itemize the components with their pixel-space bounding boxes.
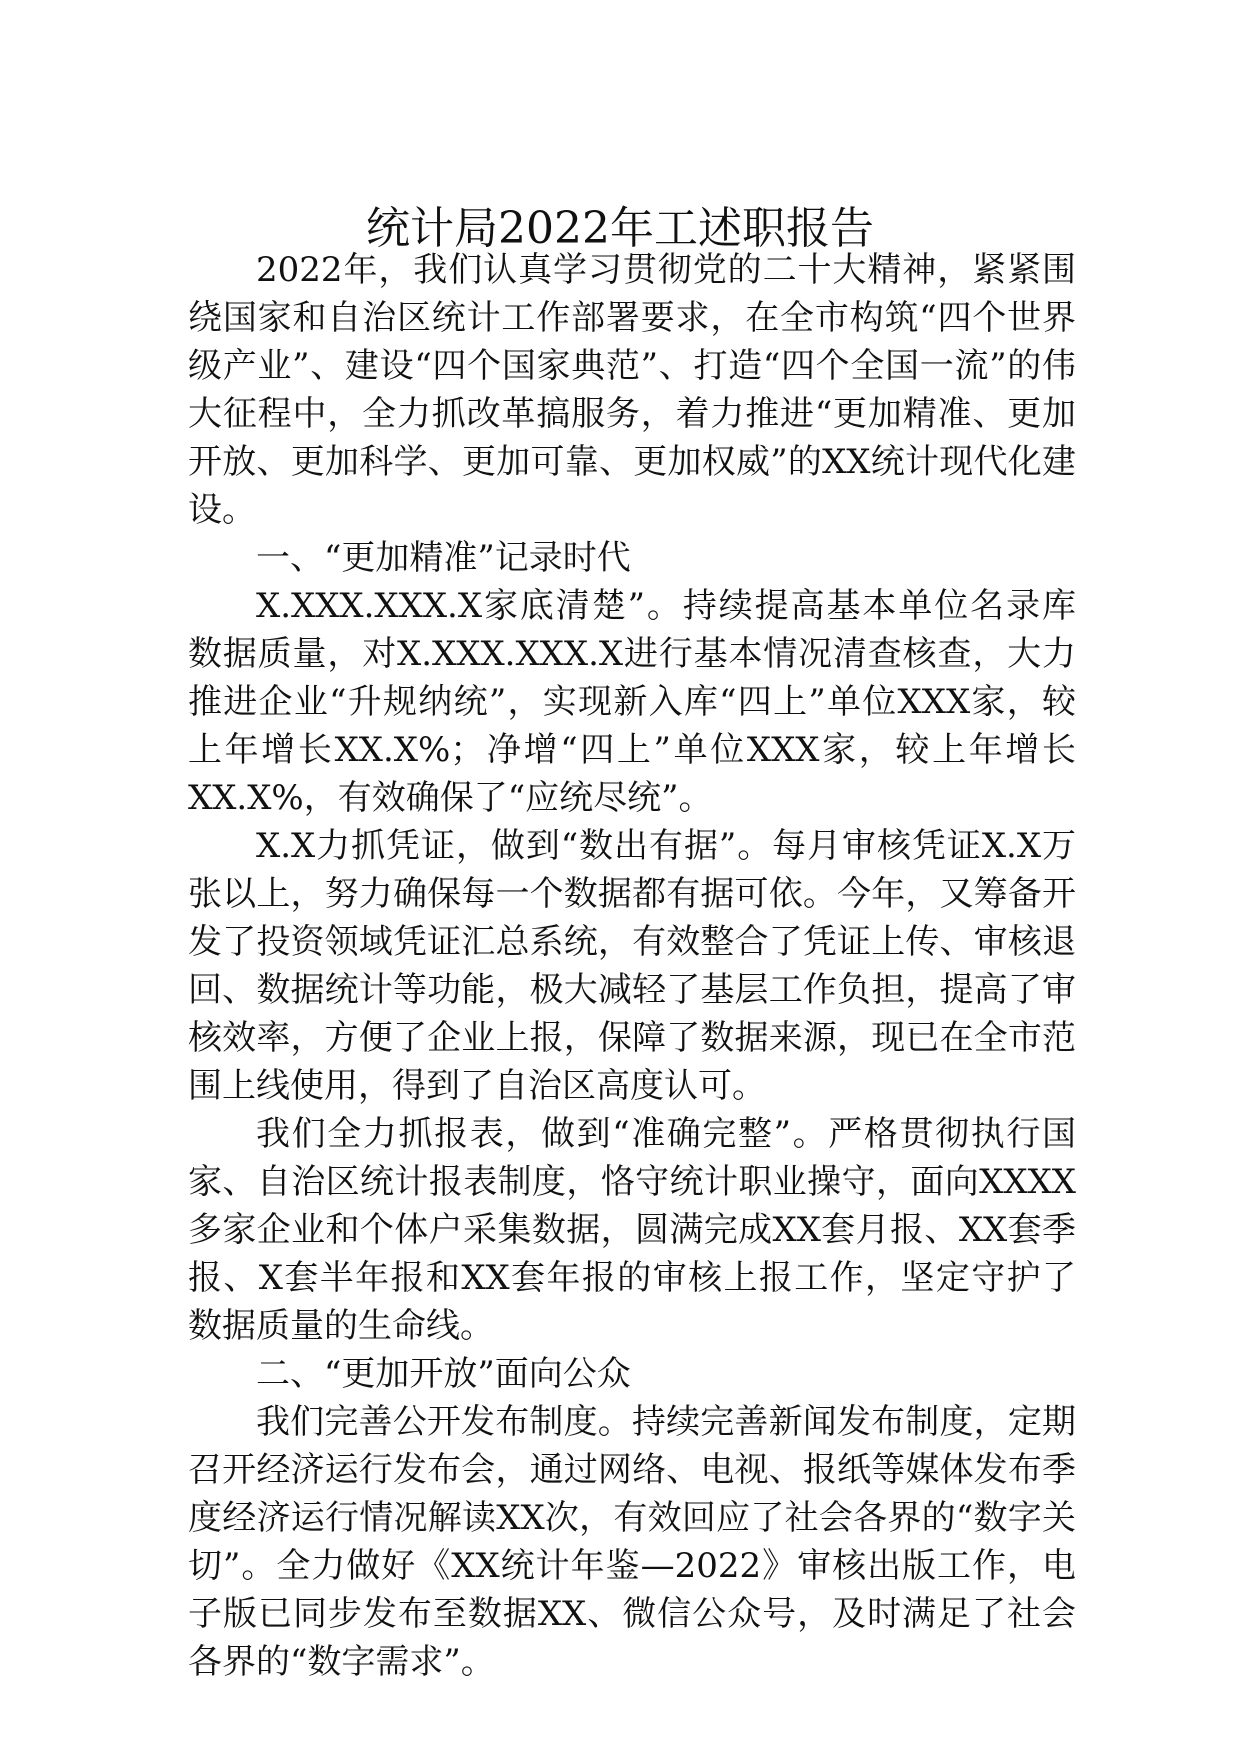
paragraph-reports: 我们全力抓报表，做到“准确完整”。严格贯彻执行国家、自治区统计报表制度，恪守统计职业操守，面向XXXX多家企业和个体户采集数据，圆满完成XX套月报、XX套季报、X套半年报和XX套年报的审核上报工作，坚定守护了数据质量的生命线。 [188, 1114, 1076, 1346]
paragraph-directory: X.XXX.XXX.X家底清楚”。持续提高基本单位名录库数据质量，对X.XXX.XXX.X进行基本情况清查核查，大力推进企业“升规纳统”，实现新入库“四上”单位XXX家，较上年增长XX.X%；净增“四上”单位XXX家，较上年增长XX.X%，有效确保了“应统尽统”。 [188, 586, 1076, 818]
paragraph-intro: 2022年，我们认真学习贯彻党的二十大精神，紧紧围绕国家和自治区统计工作部署要求，在全市构筑“四个世界级产业”、建设“四个国家典范”、打造“四个全国一流”的伟大征程中，全力抓改革搞服务，着力推进“更加精准、更加开放、更加科学、更加可靠、更加权威”的XX统计现代化建设。 [188, 250, 1076, 530]
section-heading-2: 二、“更加开放”面向公众 [256, 1354, 631, 1394]
document-title: 统计局2022年工述职报告 [366, 203, 874, 255]
paragraph-vouchers: X.X力抓凭证，做到“数出有据”。每月审核凭证X.X万张以上，努力确保每一个数据都有据可依。今年，又筹备开发了投资领域凭证汇总系统，有效整合了凭证上传、审核退回、数据统计等功能，极大减轻了基层工作负担，提高了审核效率，方便了企业上报，保障了数据来源，现已在全市范围上线使用，得到了自治区高度认可。 [188, 826, 1076, 1106]
paragraph-publication: 我们完善公开发布制度。持续完善新闻发布制度，定期召开经济运行发布会，通过网络、电视、报纸等媒体发布季度经济运行情况解读XX次，有效回应了社会各界的“数字关切”。全力做好《XX统计年鉴—2022》审核出版工作，电子版已同步发布至数据XX、微信公众号，及时满足了社会各界的“数字需求”。 [188, 1402, 1076, 1682]
document-body [188, 246, 1076, 1686]
section-heading-1: 一、“更加精准”记录时代 [256, 538, 631, 578]
